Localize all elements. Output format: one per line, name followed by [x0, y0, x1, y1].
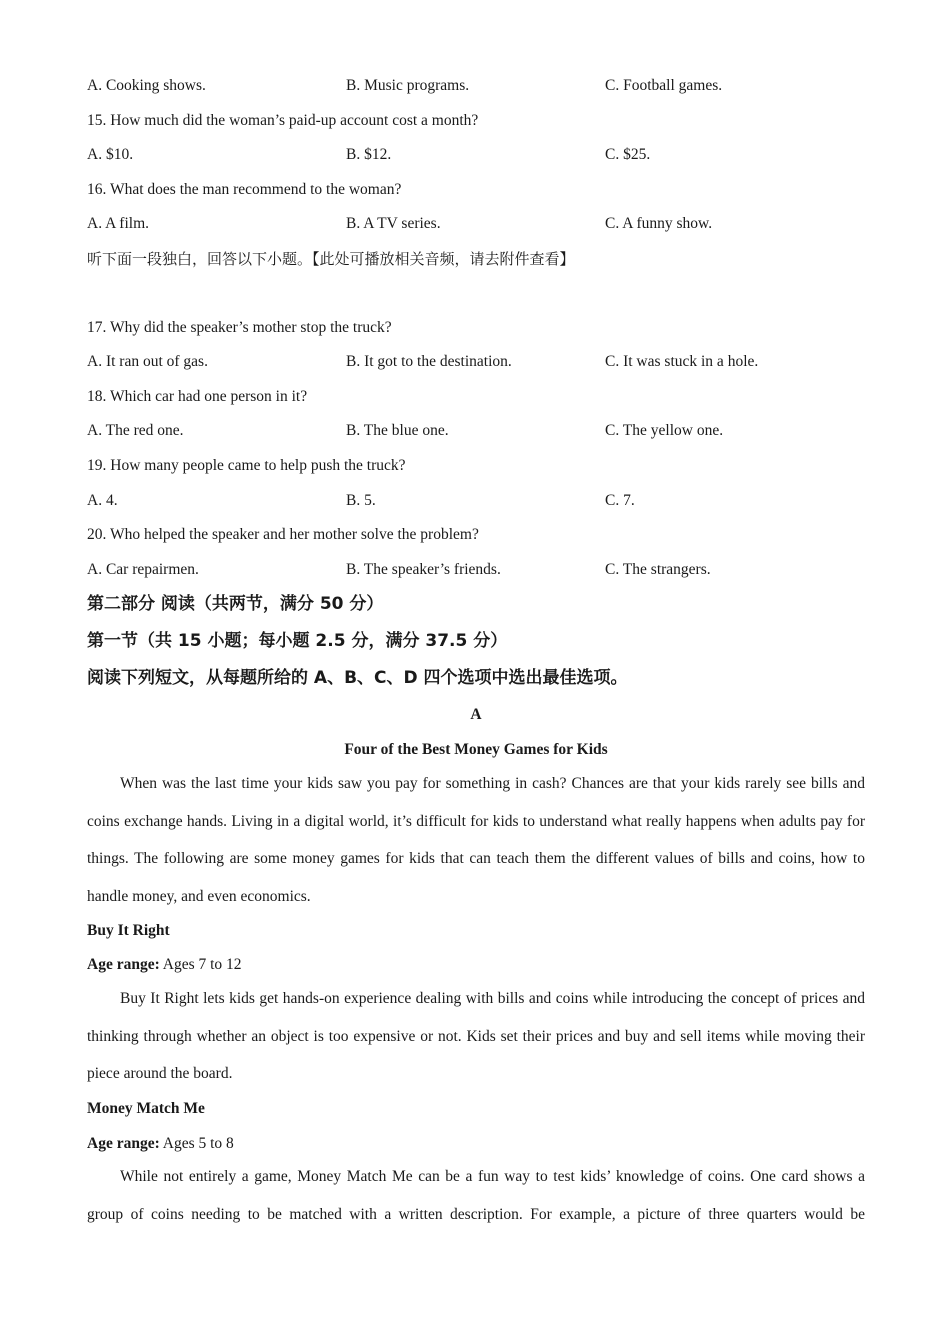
q18-options — [87, 421, 865, 441]
option-a[interactable]: A. A film. — [87, 215, 150, 232]
option-b[interactable]: B. 5. — [346, 492, 376, 509]
option-c[interactable]: C. The yellow one. — [605, 422, 724, 439]
q16-options — [87, 214, 865, 234]
age-range-label: Age range: — [87, 1135, 160, 1152]
option-b[interactable]: B. $12. — [346, 146, 392, 163]
q17-stem: 17. Why did the speaker’s mother stop the truck? — [87, 319, 392, 336]
game2-name: Money Match Me — [87, 1100, 205, 1117]
option-b[interactable]: B. The speaker’s friends. — [346, 561, 501, 578]
option-a[interactable]: A. It ran out of gas. — [87, 353, 208, 370]
option-a[interactable]: A. $10. — [87, 146, 134, 163]
option-a[interactable]: A. Car repairmen. — [87, 561, 199, 578]
game2-description: While not entirely a game, Money Match Me can be a fun way to test kids’ knowledge of coins. One card shows a group of coins needing to be matched with a written description. For example, a picture of three quarters would be — [87, 1168, 865, 1223]
option-b[interactable]: B. Music programs. — [346, 77, 470, 94]
age-range-value: Ages 7 to 12 — [159, 956, 242, 973]
age-range-label: Age range: — [87, 956, 160, 973]
q17-options — [87, 352, 865, 372]
game1-age-range — [87, 955, 242, 975]
age-range-value: Ages 5 to 8 — [159, 1135, 234, 1152]
q19-stem: 19. How many people came to help push the truck? — [87, 457, 406, 474]
option-a[interactable]: A. 4. — [87, 492, 118, 509]
passage-letter: A — [470, 706, 482, 723]
q18-stem: 18. Which car had one person in it? — [87, 388, 308, 405]
option-c[interactable]: C. The strangers. — [605, 561, 711, 578]
option-c[interactable]: C. $25. — [605, 146, 651, 163]
game1-name: Buy It Right — [87, 922, 170, 939]
passage-title: Four of the Best Money Games for Kids — [344, 741, 608, 758]
q14-options — [87, 76, 865, 96]
q16-stem: 16. What does the man recommend to the woman? — [87, 181, 402, 198]
q20-options — [87, 560, 865, 580]
game2-age-range — [87, 1134, 234, 1154]
q15-stem: 15. How much did the woman’s paid-up account cost a month? — [87, 112, 479, 129]
q20-stem: 20. Who helped the speaker and her mother solve the problem? — [87, 526, 479, 543]
option-a[interactable]: A. Cooking shows. — [87, 77, 206, 94]
option-a[interactable]: A. The red one. — [87, 422, 184, 439]
option-c[interactable]: C. 7. — [605, 492, 635, 509]
option-b[interactable]: B. A TV series. — [346, 215, 441, 232]
q19-options — [87, 491, 865, 511]
option-b[interactable]: B. The blue one. — [346, 422, 449, 439]
passage-intro-paragraph: When was the last time your kids saw you pay for something in cash? Chances are that your kids rarely see bills and coins exchange hands. Living in a digital world, it’s difficult for kids to understand what really happens when adults pay for things. The following are some money games for kids that can teach them the different values of bills and coins, how to handle money, and even economics. — [87, 775, 865, 905]
option-c[interactable]: C. It was stuck in a hole. — [605, 353, 759, 370]
option-b[interactable]: B. It got to the destination. — [346, 353, 512, 370]
game1-description: Buy It Right lets kids get hands-on experience dealing with bills and coins while introducing the concept of prices and thinking through whether an object is too expensive or not. Kids set their prices and buy and sell items while moving their piece around the board. — [87, 990, 865, 1082]
section1-heading: 第一节（共 15 小题；每小题 2.5 分，满分 37.5 分） — [87, 631, 508, 651]
part2-heading: 第二部分 阅读（共两节，满分 50 分） — [87, 594, 384, 614]
reading-instruction: 阅读下列短文，从每题所给的 A、B、C、D 四个选项中选出最佳选项。 — [87, 668, 628, 688]
q15-options — [87, 145, 865, 165]
option-c[interactable]: C. Football games. — [605, 77, 723, 94]
monologue-instruction: 听下面一段独白，回答以下小题。【此处可播放相关音频，请去附件查看】 — [87, 250, 575, 268]
option-c[interactable]: C. A funny show. — [605, 215, 713, 232]
